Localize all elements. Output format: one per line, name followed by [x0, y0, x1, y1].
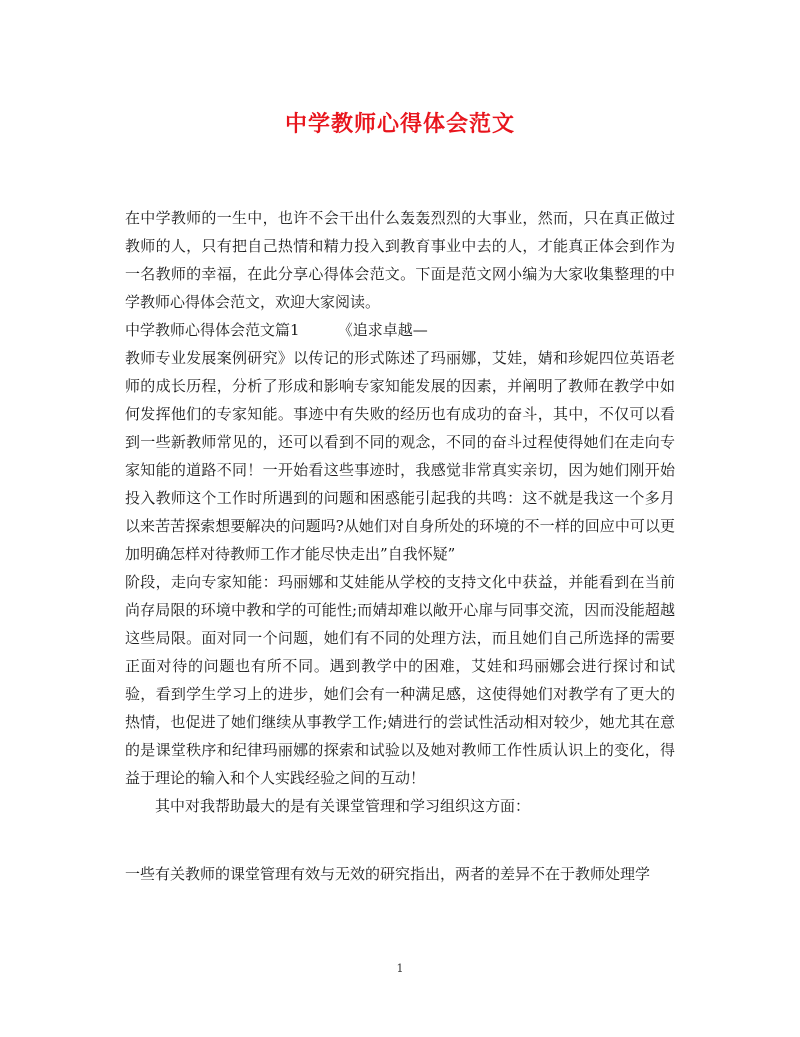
body-paragraph-2: 阶段，走向专家知能：玛丽娜和艾娃能从学校的支持文化中获益，并能看到在当前尚存局限的环境中教和学的可能性;而婧却难以敞开心扉与同事交流，因而没能超越这些局限。面对同一个问题，她们有不同的处理方法，而且她们自己所选择的需要正面对待的问题也有所不同。遇到教学中的困难，艾娃和玛丽娜会进行探讨和试验，看到学生学习上的进步，她们会有一种满足感，这使得她们对教学有了更大的热情，也促进了她们继续从事教学工作;婧进行的尝试性活动相对较少，她尤其在意的是课堂秩序和纪律玛丽娜的探索和试验以及她对教师工作性质认识上的变化，得益于理论的输入和个人实践经验之间的互动！: [125, 573, 675, 787]
body-paragraph-3: 其中对我帮助最大的是有关课堂管理和学习组织这方面：: [155, 797, 531, 815]
section-heading-title: 中学教师心得体会范文篇1: [125, 321, 300, 339]
section-heading-suffix: 《追求卓越—: [337, 321, 428, 339]
page-number: 1: [396, 962, 404, 975]
page-title: 中学教师心得体会范文: [284, 111, 515, 137]
body-paragraph-4: 一些有关教师的课堂管理有效与无效的研究指出，两者的差异不在于教师处理学: [125, 865, 651, 883]
intro-paragraph: 在中学教师的一生中，也许不会干出什么轰轰烈烈的大事业，然而，只在真正做过教师的人，只有把自己热情和精力投入到教育事业中去的人，才能真正体会到作为一名教师的幸福，在此分享心得体会范文。下面是范文网小编为大家收集整理的中学教师心得体会范文，欢迎大家阅读。: [125, 209, 675, 311]
body-paragraph-1: 教师专业发展案例研究》以传记的形式陈述了玛丽娜，艾娃，婧和珍妮四位英语老师的成长历程，分析了形成和影响专家知能发展的因素，并阐明了教师在教学中如何发挥他们的专家知能。事迹中有失败的经历也有成功的奋斗，其中，不仅可以看到一些新教师常见的，还可以看到不同的观念，不同的奋斗过程使得她们在走向专家知能的道路不同！一开始看这些事迹时，我感觉非常真实亲切，因为她们刚开始投入教师这个工作时所遇到的问题和困惑能引起我的共鸣：这不就是我这一个多月以来苦苦探索想要解决的问题吗?从她们对自身所处的环境的不一样的回应中可以更加明确怎样对待教师工作才能尽快走出”自我怀疑”: [125, 349, 675, 563]
document-body: [125, 204, 675, 888]
section-heading: [125, 316, 675, 344]
